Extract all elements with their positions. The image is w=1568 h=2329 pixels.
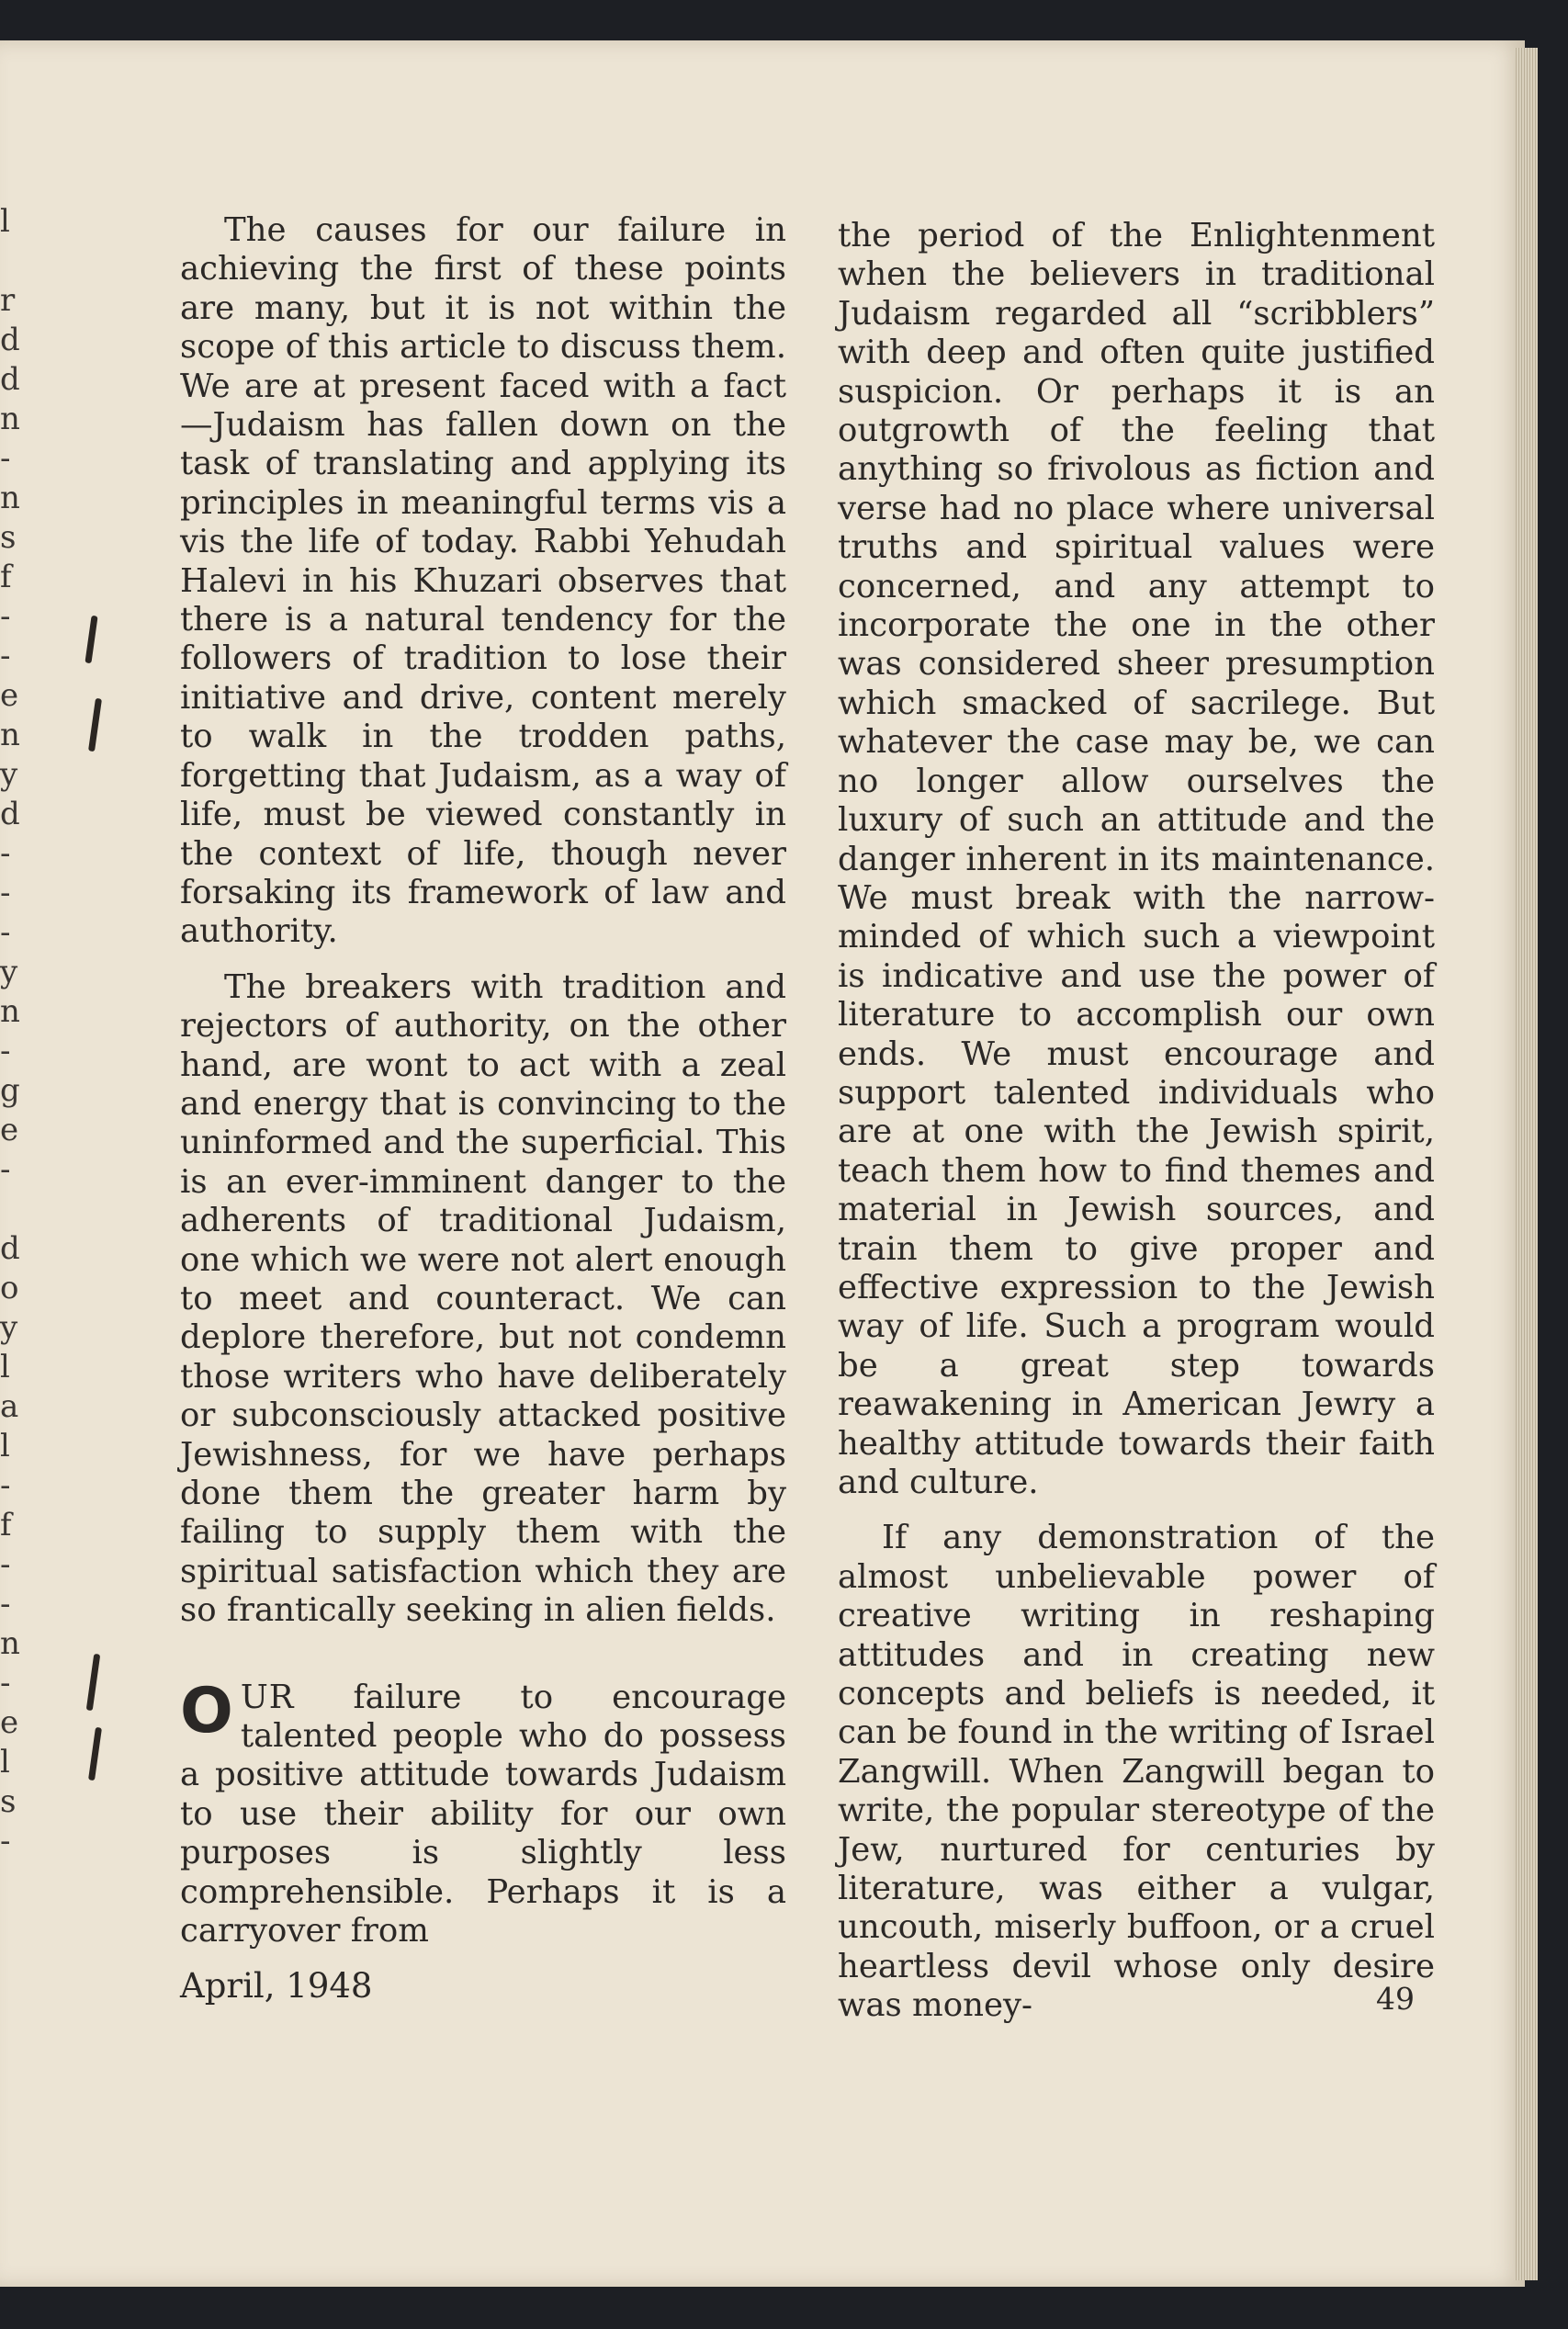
left-paragraph-1: The causes for our failure in achieving the first of these points are many, but it is not within the scope of this article to discuss them. We are at present faced with a fact—Judaism has fallen down on the task of translating and applying its principles in meaningful terms vis a vis the life of today. Rabbi Yehudah Halevi in his Khuzari observes that there is a natural tendency for the followers of tradition to lose their initiative and drive, content merely to walk in the trodden paths, forgetting that Judaism, as a way of life, must be viewed constantly in the context of life, though never forsaking its framework of law and authority.	[180, 211, 786, 951]
paragraph-text: failure to encourage talented people who do possess a positive attitude towards Judaism to use their ability for our own purposes is slightly less comprehensible. Perhaps it is a carryover from	[180, 1678, 786, 1950]
issue-date: April, 1948	[180, 1966, 373, 2006]
small-caps-lead: UR	[240, 1678, 295, 1716]
bleed-through-text: l r d d n - n s f - - e n y d - - - y n - g e - d o y l a l - f - - n - e l s -	[0, 203, 20, 1860]
right-paragraph-1: the period of the Enlightenment when the believers in traditional Judaism regarded all “scribblers” with deep and often quite justified suspicion. Or perhaps it is an outgrowth of the feeling that anything so frivolous as fiction and verse had no place where universal truths and spiritual values were concerned, and any attempt to incorporate the one in the other was considered sheer presumption which smacked of sacrilege. But whatever the case may be, we can no longer allow ourselves the luxury of such an attitude and the danger inherent in its maintenance. We must break with the narrow-minded of which such a viewpoint is indicative and use the power of literature to accomplish our own ends. We must encourage and support talented individuals who are at one with the Jewish spirit, teach them how to find themes and material in Jewish sources, and train them to give proper and effective expression to the Jewish way of life. Such a program would be a great step towards reawakening in American Jewry a healthy attitude towards their faith and culture.	[838, 217, 1435, 1501]
left-paragraph-2: The breakers with tradition and rejectors of authority, on the other hand, are wont to act with a zeal and energy that is convincing to the uninformed and the superficial. This is an ever-imminent danger to the adherents of traditional Judaism, one which we were not alert enough to meet and counteract. We can deplore therefore, but not condemn those writers who have deliberately or subconsciously attacked positive Jewishness, for we have perhaps done them the greater harm by failing to supply them with the spiritual satisfaction which they are so frantically seeking in alien fields.	[180, 967, 786, 1630]
page-number: 49	[1376, 1981, 1415, 2017]
drop-cap: O	[180, 1674, 233, 1747]
left-column	[180, 211, 786, 1950]
right-paragraph-2: If any demonstration of the almost unbelievable power of creative writing in reshaping attitudes and in creating new concepts and beliefs is needed, it can be found in the writing of Israel Zangwill. When Zangwill began to write, the popular stereotype of the Jew, nurtured for centuries by literature, was either a vulgar, uncouth, miserly buffoon, or a cruel heartless devil whose only desire was money-	[838, 1519, 1435, 2025]
left-paragraph-3	[180, 1674, 786, 1951]
right-column	[838, 217, 1435, 2026]
page-edge	[1514, 48, 1538, 2280]
